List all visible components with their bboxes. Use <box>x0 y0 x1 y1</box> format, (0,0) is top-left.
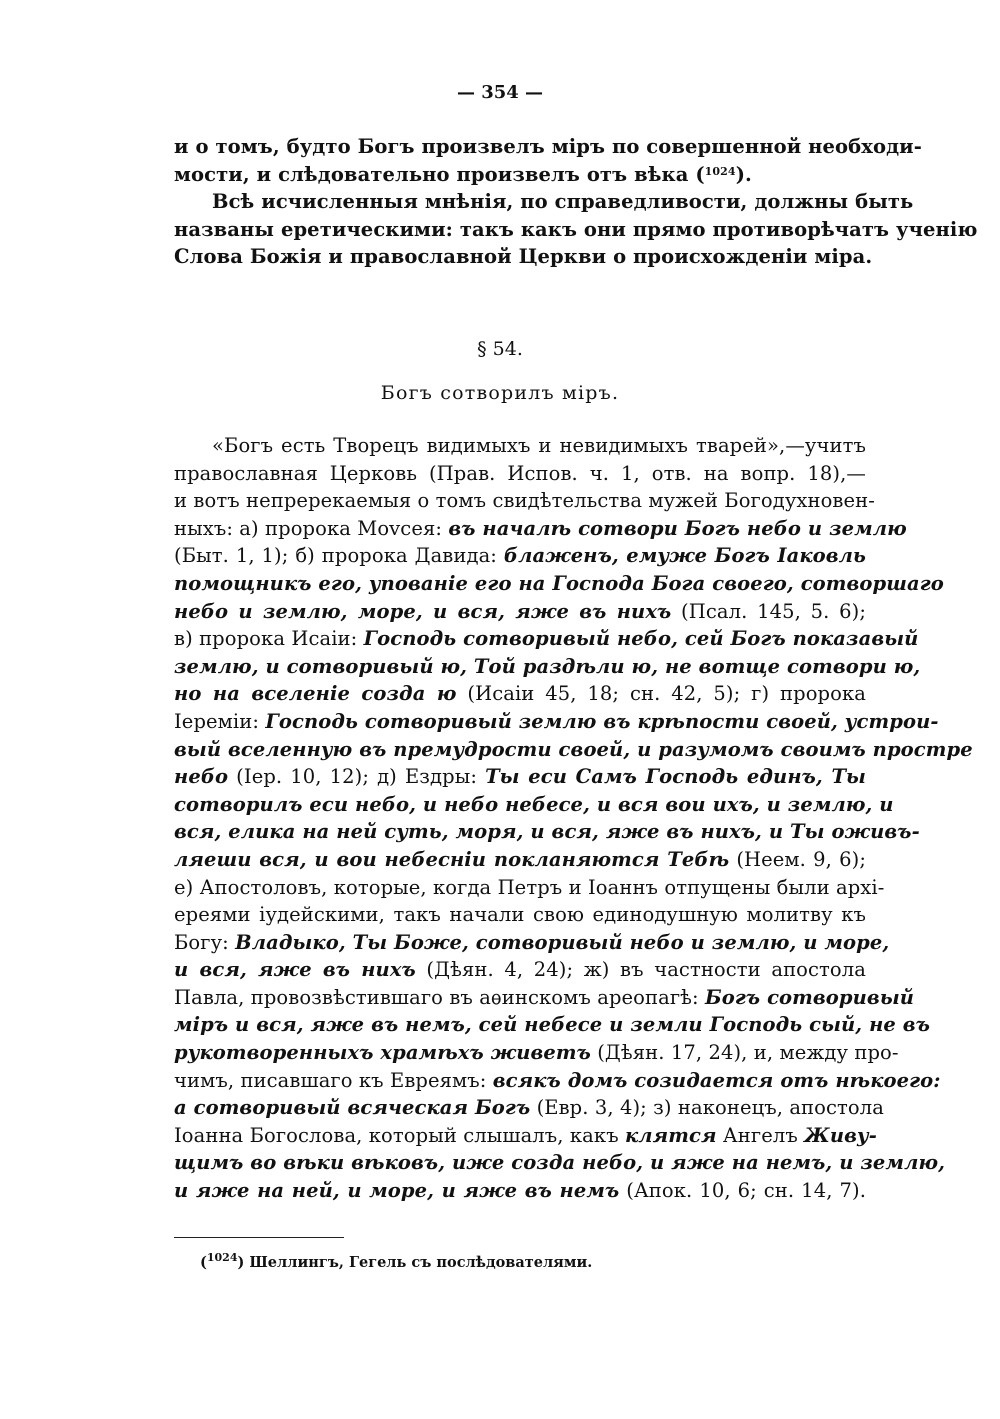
text-line: но на вселеніе созда ю (Исаіи 45, 18; сн. 42, 5); г) пророка <box>174 682 866 706</box>
page-number: — 354 — <box>456 82 544 103</box>
text-line: міръ и вся, яже въ немъ, сей небесе и земли Господь сый, не въ <box>174 1013 930 1037</box>
text-line: землю, и сотворивый ю, Той раздѣли ю, не вотще сотвори ю, <box>174 654 921 678</box>
text-line: а сотворивый всяческая Богъ (Евр. 3, 4); з) наконецъ, апостола <box>174 1096 884 1120</box>
footnote: ($^{1024}$) Шеллингъ, Гегель съ послѣдователями. <box>200 1251 593 1271</box>
text-line: небо (Iер. 10, 12); д) Ездры: Ты еси Самъ Господь единъ, Ты <box>174 765 867 789</box>
text-line: помощникъ его, упованіе его на Господа Бога своего, сотворшаго <box>174 571 944 595</box>
text-line: вся, елика на ней суть, моря, и вся, яже въ нихъ, и Ты оживъ- <box>174 820 920 844</box>
text-line: Богу: Владыко, Ты Боже, сотворивый небо и землю, и море, <box>174 930 890 954</box>
text-line: названы еретическими: такъ какъ они прямо противорѣчатъ ученію <box>174 217 978 241</box>
footnote-ref: 1024 <box>704 164 736 178</box>
footnote-divider <box>174 1237 344 1238</box>
text-line: ляеши вся, и вои небесніи покланяются Тебѣ (Неем. 9, 6); <box>174 847 867 871</box>
text-line: сотворилъ еси небо, и небо небесе, и вся вои ихъ, и землю, и <box>174 792 894 816</box>
text-line: и вся, яже въ нихъ (Дѣян. 4, 24); ж) въ частности апостола <box>174 958 866 982</box>
text-line: в) пророка Исаіи: Господь сотворивый небо, сей Богъ показавый <box>174 627 919 651</box>
text-line: Слова Божія и православной Церкви о происхожденіи міра. <box>174 245 873 269</box>
text-line: и о томъ, будто Богъ произвелъ міръ по совершенной необходи- <box>174 135 922 158</box>
text-line: мости, и слѣдовательно произвелъ отъ вѣка ($^{1024}$). <box>174 162 752 186</box>
text-line: ереями іудейскими, такъ начали свою единодушную молитву къ <box>174 903 866 927</box>
text-line: ныхъ: а) пророка Моvсея: въ началѣ сотвори Богъ небо и землю <box>174 516 907 540</box>
text-line: рукотворенныхъ храмѣхъ живетъ (Дѣян. 17, 24), и, между про- <box>174 1041 899 1065</box>
text-line: небо и землю, море, и вся, яже въ нихъ (Псал. 145, 5. 6); <box>174 599 866 623</box>
text-line: и вотъ непререкаемыя о томъ свидѣтельства мужей Богодухновен- <box>174 489 875 513</box>
text-line: (Быт. 1, 1); б) пророка Давида: блаженъ, емуже Богъ Іаковль <box>174 544 866 568</box>
text-line: Всѣ исчисленныя мнѣнія, по справедливости, должны быть <box>212 190 914 214</box>
text-line: щимъ во вѣки вѣковъ, иже созда небо, и яже на немъ, и землю, <box>174 1151 945 1175</box>
intro-paragraph <box>174 133 978 271</box>
text-line: и яже на ней, и море, и яже въ немъ (Апок. 10, 6; сн. 14, 7). <box>174 1179 866 1203</box>
text-line: Павла, провозвѣстившаго въ аѳинскомъ ареопагѣ: Богъ сотворивый <box>174 985 915 1009</box>
text-line: е) Апостоловъ, которые, когда Петръ и Іоаннъ отпущены были архі- <box>174 875 885 899</box>
main-paragraph <box>174 432 973 1205</box>
text-line: чимъ, писавшаго къ Евреямъ: всякъ домъ созидается отъ нѣкоего: <box>174 1068 941 1092</box>
section-title: Богъ сотворилъ міръ. <box>380 382 620 404</box>
section-number: § 54. <box>477 338 523 360</box>
footnote-ref: 1024 <box>206 1251 238 1264</box>
text-line: вый вселенную въ премудрости своей, и разумомъ своимъ простре <box>174 737 973 761</box>
text-line: Іеремiи: Господь сотворивый землю въ крѣпости своей, устрои- <box>174 709 939 733</box>
text-line: православная Церковь (Прав. Испов. ч. 1, отв. на вопр. 18),— <box>174 461 866 485</box>
text-line: «Богъ есть Творецъ видимыхъ и невидимыхъ тварей»,—учитъ <box>212 434 866 457</box>
text-line: Іоанна Богослова, который слышалъ, какъ клятся Ангелъ Живу- <box>174 1123 877 1147</box>
